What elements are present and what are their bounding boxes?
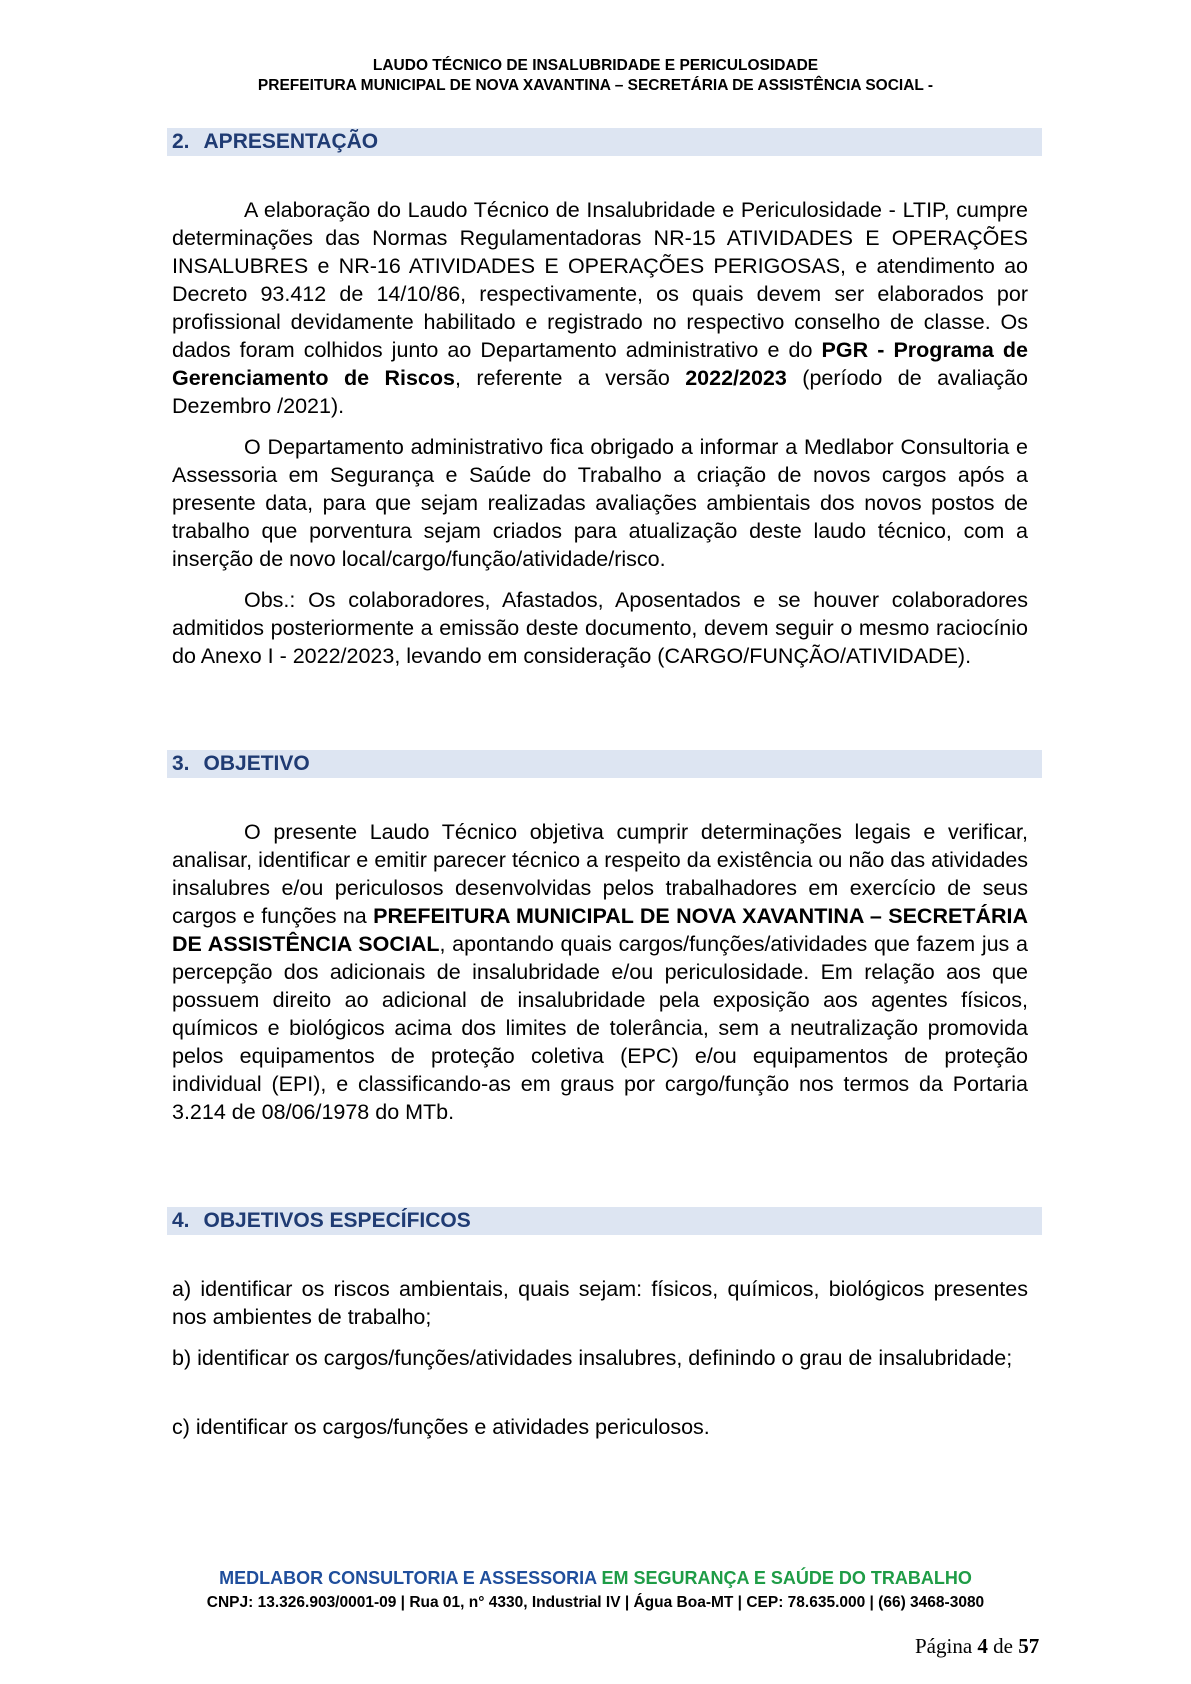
page-number [915,1634,1039,1659]
section-number: 4. [172,1209,190,1232]
footer-company [0,1568,1191,1589]
paragraph-text: O Departamento administrativo fica obrigado a informar a Medlabor Consultoria e Assessoria em Segurança e Saúde do Trabalho a criação de novos cargos após a presente data, para que sejam realizadas avaliações ambientais dos novos postos de trabalho que porventura sejam criados para atualização deste laudo técnico, com a inserção de novo local/cargo/função/atividade/risco. [172,435,1028,571]
paragraph-text: , apontando quais cargos/funções/atividades que fazem jus a percepção dos adicionais de insalubridade e/ou periculosidade. Em relação aos que possuem direito ao adicional de insalubridade pela exposição aos agentes físicos, químicos e biológicos acima dos limites de tolerância, sem a neutralização promovida pelos equipamentos de proteção coletiva (EPC) e/ou equipamentos de proteção individual (EPI), e classificando-as em graus por cargo/função nos termos da Portaria 3.214 de 08/06/1978 do MTb. [172,932,1028,1124]
section-2-heading [172,128,378,156]
footer-company-tagline: EM SEGURANÇA E SAÚDE DO TRABALHO [601,1568,972,1588]
page-of: de [993,1634,1013,1658]
paragraph-text: (período de avaliação Dezembro /2021). [172,366,1028,418]
page-total: 57 [1018,1634,1040,1658]
document-header [0,56,1191,96]
section-3-heading [172,750,310,778]
section-2-paragraph-2 [172,433,1028,573]
section-2-paragraph-1 [172,196,1028,420]
section-title: OBJETIVOS ESPECÍFICOS [203,1209,471,1232]
page-current: 4 [977,1634,988,1658]
header-subtitle: PREFEITURA MUNICIPAL DE NOVA XAVANTINA – SECRETÁRIA DE ASSISTÊNCIA SOCIAL - [257,77,934,94]
section-number: 3. [172,752,190,775]
paragraph-text: A elaboração do Laudo Técnico de Insalubridade e Periculosidade - LTIP, cumpre determinações das Normas Regulamentadoras NR-15 ATIVIDADES E OPERAÇÕES INSALUBRES e NR-16 ATIVIDADES E OPERAÇÕES PERIGOSAS, e atendimento ao Decreto 93.412 de 14/10/86, respectivamente, os quais devem ser elaborados por profissional devidamente habilitado e registrado no respectivo conselho de classe. Os dados foram colhidos junto ao Departamento administrativo e do [172,198,1028,362]
footer-contact: CNPJ: 13.326.903/0001-09 | Rua 01, n° 4330, Industrial IV | Água Boa-MT | CEP: 78.635.000 | (66) 3468-3080 [206,1594,985,1611]
list-item: c) identificar os cargos/funções e atividades periculosos. [172,1415,710,1439]
paragraph-text: O presente Laudo Técnico objetiva cumprir determinações legais e verificar, analisar, identificar e emitir parecer técnico a respeito da existência ou não das atividades insalubres e/ou periculosos desenvolvidas pelos trabalhadores em exercício de seus cargos e funções na [172,820,1028,928]
list-item: a) identificar os riscos ambientais, quais sejam: físicos, químicos, biológicos presentes nos ambientes de trabalho; [172,1277,1028,1329]
section-2-paragraph-3 [172,586,1028,670]
header-title: LAUDO TÉCNICO DE INSALUBRIDADE E PERICULOSIDADE [372,57,819,74]
section-4-heading [172,1207,471,1235]
paragraph-bold-text: PREFEITURA MUNICIPAL DE NOVA XAVANTINA – SECRETÁRIA DE ASSISTÊNCIA SOCIAL [172,904,1028,956]
paragraph-bold-text: PGR - Programa de Gerenciamento de Riscos [172,338,1028,390]
paragraph-text: , referente a versão [454,366,686,390]
list-item: b) identificar os cargos/funções/atividades insalubres, definindo o grau de insalubridade; [172,1346,1013,1370]
page-label: Página [915,1634,973,1658]
section-number: 2. [172,130,190,153]
footer-company-name: MEDLABOR CONSULTORIA E ASSESSORIA [219,1568,597,1588]
section-title: APRESENTAÇÃO [203,130,379,153]
paragraph-text: Obs.: Os colaboradores, Afastados, Aposentados e se houver colaboradores admitidos posteriormente a emissão deste documento, devem seguir o mesmo raciocínio do Anexo I - 2022/2023, levando em consideração (CARGO/FUNÇÃO/ATIVIDADE). [172,588,1028,668]
paragraph-bold-text: 2022/2023 [685,366,787,390]
section-3-paragraph-1 [172,818,1028,1126]
section-title: OBJETIVO [203,752,310,775]
